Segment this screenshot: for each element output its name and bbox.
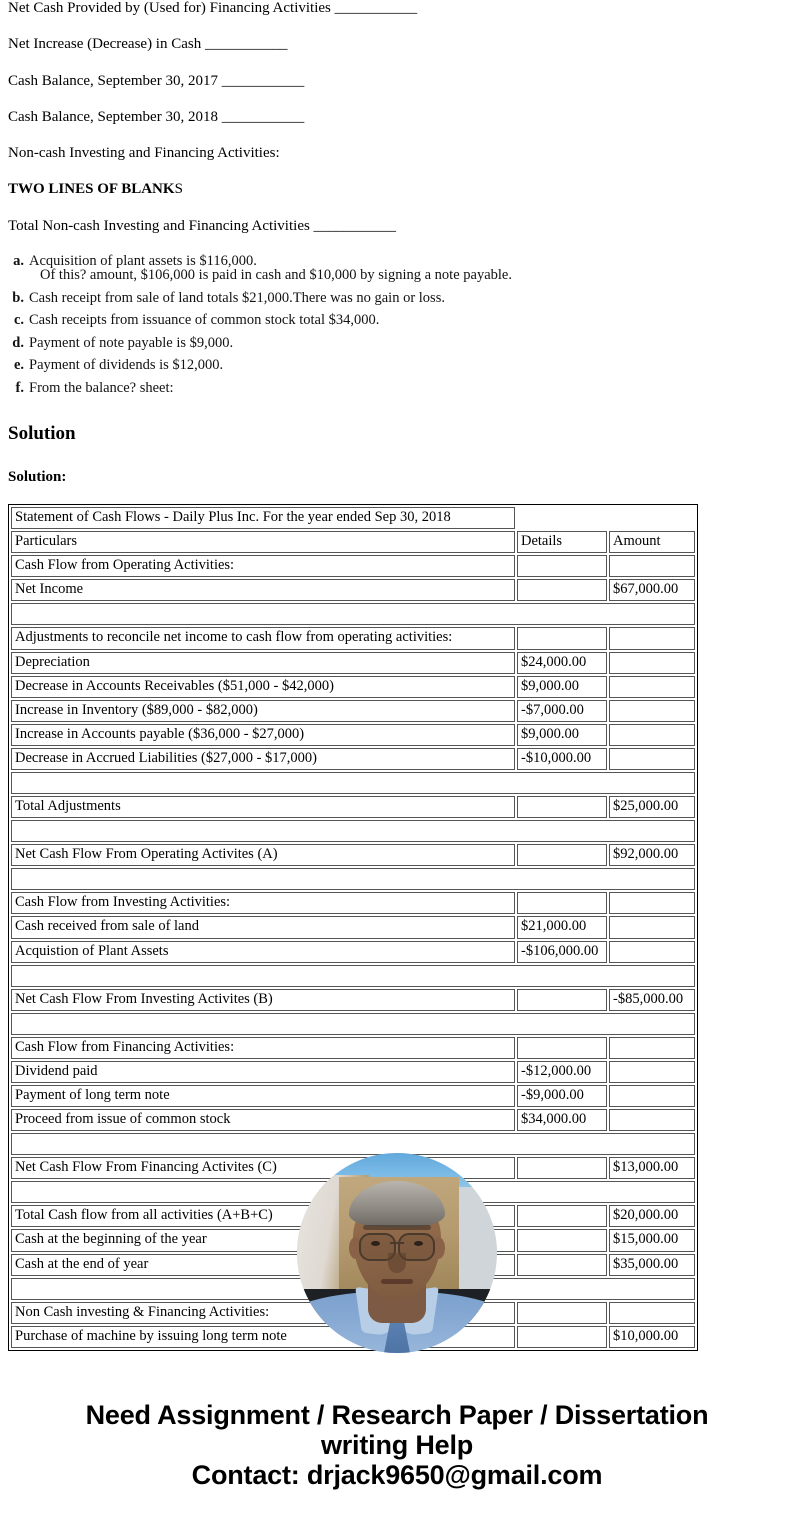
promo-line-3: Contact: drjack9650@gmail.com <box>191 1460 603 1491</box>
question-line: Cash Balance, September 30, 2018 ___________ <box>8 108 305 125</box>
table-row <box>11 652 695 674</box>
lettered-item-continuation: Of this? amount, $106,000 is paid in cash and $10,000 by signing a note payable. <box>40 267 512 284</box>
table-cell-details: $34,000.00 <box>517 1109 607 1131</box>
table-row <box>11 941 695 963</box>
table-cell-amount <box>609 700 695 722</box>
table-cell-amount <box>609 652 695 674</box>
table-cell-amount: $10,000.00 <box>609 1326 695 1348</box>
table-row <box>11 1109 695 1131</box>
table-title-row <box>11 507 695 529</box>
table-cell-amount <box>609 916 695 938</box>
column-header-particulars: Particulars <box>11 531 515 553</box>
table-cell-details: $9,000.00 <box>517 676 607 698</box>
table-row <box>11 892 695 914</box>
table-cell-details <box>517 1254 607 1276</box>
promo-line-2: writing Help <box>320 1430 474 1461</box>
table-cell-particulars: Cash Flow from Operating Activities: <box>11 555 515 577</box>
table-cell-details <box>517 796 607 818</box>
lettered-item-marker: b. <box>12 289 24 306</box>
photo-eye-left <box>371 1241 380 1246</box>
table-row <box>11 1061 695 1083</box>
table-cell-particulars: Increase in Inventory ($89,000 - $82,000) <box>11 700 515 722</box>
table-header-row <box>11 531 695 553</box>
column-header-amount: Amount <box>609 531 695 553</box>
table-cell-particulars: Dividend paid <box>11 1061 515 1083</box>
table-cell-details: -$10,000.00 <box>517 748 607 770</box>
table-cell-amount: $35,000.00 <box>609 1254 695 1276</box>
table-cell-amount <box>609 627 695 649</box>
lettered-item-body <box>29 381 786 396</box>
lettered-item <box>8 336 786 351</box>
table-cell-amount: $15,000.00 <box>609 1229 695 1251</box>
lettered-item <box>8 313 786 328</box>
table-cell-particulars: Net Cash Flow From Operating Activites (A) <box>11 844 515 866</box>
table-spacer-row <box>11 772 695 794</box>
table-row <box>11 844 695 866</box>
question-line: Net Cash Provided by (Used for) Financing Activities ___________ <box>8 0 418 16</box>
lettered-item-body <box>29 254 786 283</box>
table-cell-amount: $67,000.00 <box>609 579 695 601</box>
table-row <box>11 724 695 746</box>
table-cell-details <box>517 1205 607 1227</box>
table-cell-particulars: Purchase of machine by issuing long term note <box>11 1326 515 1348</box>
table-row <box>11 748 695 770</box>
table-cell-details <box>517 579 607 601</box>
table-cell-amount: $20,000.00 <box>609 1205 695 1227</box>
question-line: Cash Balance, September 30, 2017 ___________ <box>8 72 305 89</box>
table-cell-particulars: Cash Flow from Financing Activities: <box>11 1037 515 1059</box>
lettered-item-text: Payment of note payable is $9,000. <box>29 334 234 351</box>
lettered-item-marker: f. <box>15 379 24 396</box>
title-blank-amount <box>609 507 695 529</box>
two-lines-of-blanks-heading <box>8 181 786 198</box>
solution-subheading: Solution: <box>8 469 67 486</box>
lettered-item-text: Cash receipt from sale of land totals $21,000.There was no gain or loss. <box>29 289 445 306</box>
table-spacer-row <box>11 868 695 890</box>
table-cell-amount <box>609 1085 695 1107</box>
lettered-item-body <box>29 291 786 306</box>
table-cell-amount <box>609 676 695 698</box>
table-cell-particulars: Acquistion of Plant Assets <box>11 941 515 963</box>
table-cell-particulars: Increase in Accounts payable ($36,000 - $27,000) <box>11 724 515 746</box>
table-cell-details <box>517 1157 607 1179</box>
table-spacer-row <box>11 820 695 842</box>
title-blank-details <box>517 507 607 529</box>
table-cell-particulars: Net Cash Flow From Investing Activites (B) <box>11 989 515 1011</box>
table-cell-details <box>517 989 607 1011</box>
table-cell-particulars: Adjustments to reconcile net income to cash flow from operating activities: <box>11 627 515 649</box>
table-cell-particulars: Cash at the beginning of the year <box>11 1229 515 1251</box>
table-cell-details <box>517 555 607 577</box>
table-cell-details: -$106,000.00 <box>517 941 607 963</box>
photo-mouth <box>381 1279 413 1284</box>
lettered-item-body <box>29 313 786 328</box>
table-cell-particulars: Cash Flow from Investing Activities: <box>11 892 515 914</box>
table-cell-details: $24,000.00 <box>517 652 607 674</box>
table-cell-amount: $25,000.00 <box>609 796 695 818</box>
table-cell-particulars: Net Cash Flow From Financing Activites (C) <box>11 1157 515 1179</box>
table-spacer-row <box>11 1013 695 1035</box>
lettered-item-text: Payment of dividends is $12,000. <box>29 357 224 374</box>
table-cell-amount: $92,000.00 <box>609 844 695 866</box>
table-cell-details <box>517 1229 607 1251</box>
table-cell-amount <box>609 1109 695 1131</box>
lettered-item-marker: d. <box>12 334 24 351</box>
blank-heading-tail: S <box>174 181 183 198</box>
table-row <box>11 579 695 601</box>
table-cell-details <box>517 892 607 914</box>
table-cell-amount <box>609 1061 695 1083</box>
table-cell-amount: $13,000.00 <box>609 1157 695 1179</box>
table-cell-details: -$12,000.00 <box>517 1061 607 1083</box>
lettered-item-body <box>29 358 786 373</box>
lettered-item-body <box>29 336 786 351</box>
table-row <box>11 916 695 938</box>
promo-line-1: Need Assignment / Research Paper / Dissertation <box>85 1400 709 1430</box>
photo-brow <box>363 1225 431 1230</box>
lettered-item <box>8 291 786 306</box>
table-cell-particulars: Depreciation <box>11 652 515 674</box>
photo-nose <box>388 1253 406 1273</box>
table-cell-particulars: Decrease in Accrued Liabilities ($27,000 - $17,000) <box>11 748 515 770</box>
profile-photo-container <box>297 1153 497 1353</box>
table-spacer-row <box>11 1133 695 1155</box>
table-cell-details: -$7,000.00 <box>517 700 607 722</box>
table-cell-particulars: Cash at the end of year <box>11 1254 515 1276</box>
table-cell-particulars: Total Adjustments <box>11 796 515 818</box>
lettered-item-text: From the balance? sheet: <box>29 379 174 396</box>
table-cell-amount <box>609 724 695 746</box>
blank-heading-text: TWO LINES OF BLANK <box>8 181 175 198</box>
question-line: Net Increase (Decrease) in Cash ___________ <box>8 36 288 53</box>
table-spacer-row <box>11 603 695 625</box>
lettered-item <box>8 381 786 396</box>
lettered-item-marker: e. <box>13 357 24 374</box>
question-lines <box>8 0 786 162</box>
table-cell-details <box>517 844 607 866</box>
table-cell-details: -$9,000.00 <box>517 1085 607 1107</box>
table-cell-particulars: Decrease in Accounts Receivables ($51,000 - $42,000) <box>11 676 515 698</box>
table-cell-particulars: Non Cash investing & Financing Activities: <box>11 1302 515 1324</box>
column-header-details: Details <box>517 531 607 553</box>
table-row <box>11 989 695 1011</box>
solution-heading: Solution <box>8 423 76 445</box>
table-cell-details <box>517 1037 607 1059</box>
table-cell-amount <box>609 941 695 963</box>
lettered-item-marker: c. <box>13 312 24 329</box>
table-cell-amount <box>609 1037 695 1059</box>
lettered-item <box>8 358 786 373</box>
lettered-item-text: Acquisition of plant assets is $116,000. <box>29 252 257 269</box>
promo-block <box>0 1400 794 1491</box>
table-cell-particulars: Total Cash flow from all activities (A+B+C) <box>11 1205 515 1227</box>
table-cell-amount <box>609 555 695 577</box>
lettered-item-text: Cash receipts from issuance of common stock total $34,000. <box>29 312 380 329</box>
photo-glasses-bridge <box>390 1242 404 1244</box>
table-cell-details <box>517 1326 607 1348</box>
table-cell-details <box>517 627 607 649</box>
statement-title-cell: Statement of Cash Flows - Daily Plus Inc. For the year ended Sep 30, 2018 <box>11 507 515 529</box>
table-row <box>11 676 695 698</box>
table-row <box>11 1037 695 1059</box>
table-cell-details <box>517 1302 607 1324</box>
table-spacer-row <box>11 965 695 987</box>
table-cell-particulars: Net Income <box>11 579 515 601</box>
table-cell-amount <box>609 892 695 914</box>
table-cell-particulars: Proceed from issue of common stock <box>11 1109 515 1131</box>
total-noncash-line: Total Non-cash Investing and Financing Activities ___________ <box>8 217 397 234</box>
table-row <box>11 555 695 577</box>
table-cell-amount <box>609 1302 695 1324</box>
profile-photo <box>297 1153 497 1353</box>
table-cell-amount <box>609 748 695 770</box>
photo-eye-right <box>414 1241 423 1246</box>
table-row <box>11 796 695 818</box>
table-cell-particulars: Payment of long term note <box>11 1085 515 1107</box>
table-row <box>11 700 695 722</box>
lettered-items-list <box>8 254 786 396</box>
table-row <box>11 627 695 649</box>
lettered-item <box>8 254 786 283</box>
table-cell-particulars: Cash received from sale of land <box>11 916 515 938</box>
table-cell-details: $21,000.00 <box>517 916 607 938</box>
table-cell-amount: -$85,000.00 <box>609 989 695 1011</box>
lettered-item-marker: a. <box>13 252 24 269</box>
table-row <box>11 1085 695 1107</box>
table-cell-details: $9,000.00 <box>517 724 607 746</box>
question-line: Non-cash Investing and Financing Activities: <box>8 145 280 161</box>
